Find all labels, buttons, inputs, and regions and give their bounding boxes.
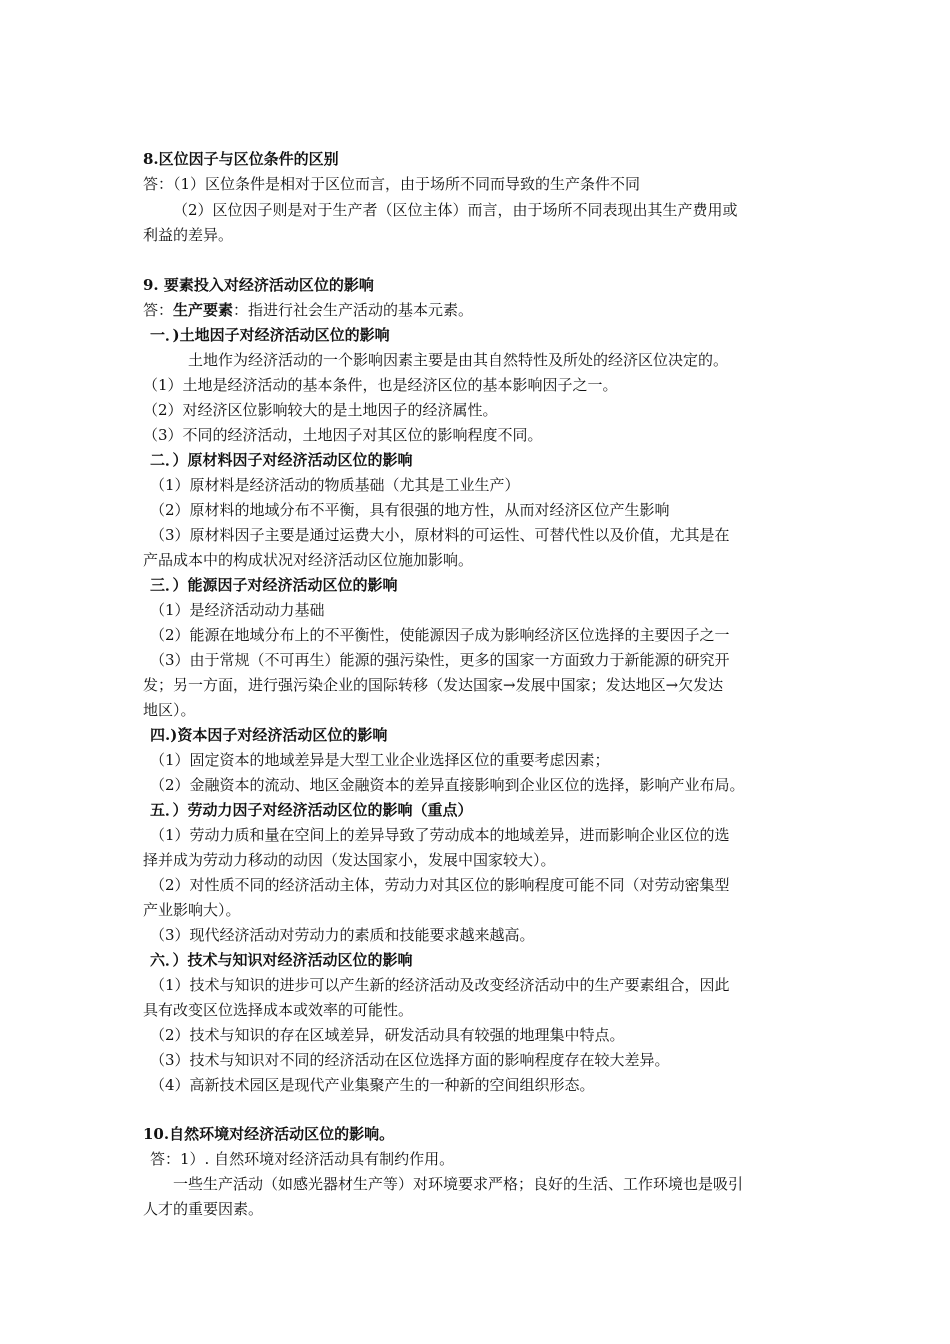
list-item: （4）高新技术园区是现代产业集聚产生的一种新的空间组织形态。 [150,1076,595,1094]
paragraph-line: 土地作为经济活动的一个影响因素主要是由其自然特性及所处的经济区位决定的。 [188,351,729,369]
list-item: （1）是经济活动动力基础 [150,601,325,619]
term-bold: 生产要素 [173,301,234,319]
list-item: （2）金融资本的流动、地区金融资本的差异直接影响到企业区位的选择，影响产业布局。 [150,776,745,794]
paragraph-line: 答：1）. 自然环境对经济活动具有制约作用。 [150,1150,455,1168]
list-item: （3）不同的经济活动，土地因子对其区位的影响程度不同。 [143,426,543,444]
list-item: （2）对经济区位影响较大的是土地因子的经济属性。 [143,401,498,419]
paragraph-line: 发；另一方面，进行强污染企业的国际转移（发达国家→发展中国家；发达地区→欠发达 [143,676,724,694]
section-heading: 9. 要素投入对经济活动区位的影响 [143,276,374,294]
section-heading: 10.自然环境对经济活动区位的影响。 [143,1125,395,1143]
subsection-heading: 四.)资本因子对经济活动区位的影响 [150,726,388,744]
paragraph-line: 择并成为劳动力移动的动因（发达国家小，发展中国家较大）。 [143,851,556,869]
list-item: （1）劳动力质和量在空间上的差异导致了劳动成本的地域差异，进而影响企业区位的选 [150,826,730,844]
subsection-heading: 五．）劳动力因子对经济活动区位的影响（重点） [150,801,473,819]
list-item: （3）现代经济活动对劳动力的素质和技能要求越来越高。 [150,926,535,944]
paragraph-line [143,298,815,322]
section-heading: 8.区位因子与区位条件的区别 [143,150,339,168]
paragraph-line: 产品成本中的构成状况对经济活动区位施加影响。 [143,551,474,569]
paragraph-line: 利益的差异。 [143,226,234,244]
list-item: （1）固定资本的地域差异是大型工业企业选择区位的重要考虑因素； [150,751,610,769]
subsection-heading: 六．）技术与知识对经济活动区位的影响 [150,951,413,969]
list-item: （3）技术与知识对不同的经济活动在区位选择方面的影响程度存在较大差异。 [150,1051,670,1069]
list-item: （3）原材料因子主要是通过运费大小，原材料的可运性、可替代性以及价值，尤其是在 [150,526,730,544]
list-item: （2）原材料的地域分布不平衡，具有很强的地方性，从而对经济区位产生影响 [150,501,670,519]
list-item: （1）原材料是经济活动的物质基础（尤其是工业生产） [150,476,520,494]
answer-prefix: 答： [143,301,174,319]
paragraph-line: 地区）。 [143,701,196,719]
list-item: （1）土地是经济活动的基本条件，也是经济区位的基本影响因子之一。 [143,376,618,394]
paragraph-line: 具有改变区位选择成本或效率的可能性。 [143,1001,414,1019]
list-item: （2）对性质不同的经济活动主体，劳动力对其区位的影响程度可能不同（对劳动密集型 [150,876,730,894]
subsection-heading: 三．）能源因子对经济活动区位的影响 [150,576,398,594]
paragraph-line: 一些生产活动（如感光器材生产等）对环境要求严格；良好的生活、工作环境也是吸引 [173,1175,744,1193]
subsection-heading: 一．)土地因子对经济活动区位的影响 [150,326,390,344]
paragraph-line: （2）区位因子则是对于生产者（区位主体）而言，由于场所不同表现出其生产费用或 [173,201,738,219]
list-item: （1）技术与知识的进步可以产生新的经济活动及改变经济活动中的生产要素组合，因此 [150,976,730,994]
subsection-heading: 二．）原材料因子对经济活动区位的影响 [150,451,413,469]
list-item: （2）技术与知识的存在区域差异，研发活动具有较强的地理集中特点。 [150,1026,625,1044]
list-item: （3）由于常规（不可再生）能源的强污染性，更多的国家一方面致力于新能源的研究开 [150,651,730,669]
paragraph-line: 人才的重要因素。 [143,1200,264,1218]
list-item: （2）能源在地域分布上的不平衡性，使能源因子成为影响经济区位选择的主要因子之一 [150,626,730,644]
definition-text: ：指进行社会生产活动的基本元素。 [233,301,474,319]
paragraph-line: 答：（1）区位条件是相对于区位而言，由于场所不同而导致的生产条件不同 [143,175,641,193]
paragraph-line: 产业影响大）。 [143,901,241,919]
